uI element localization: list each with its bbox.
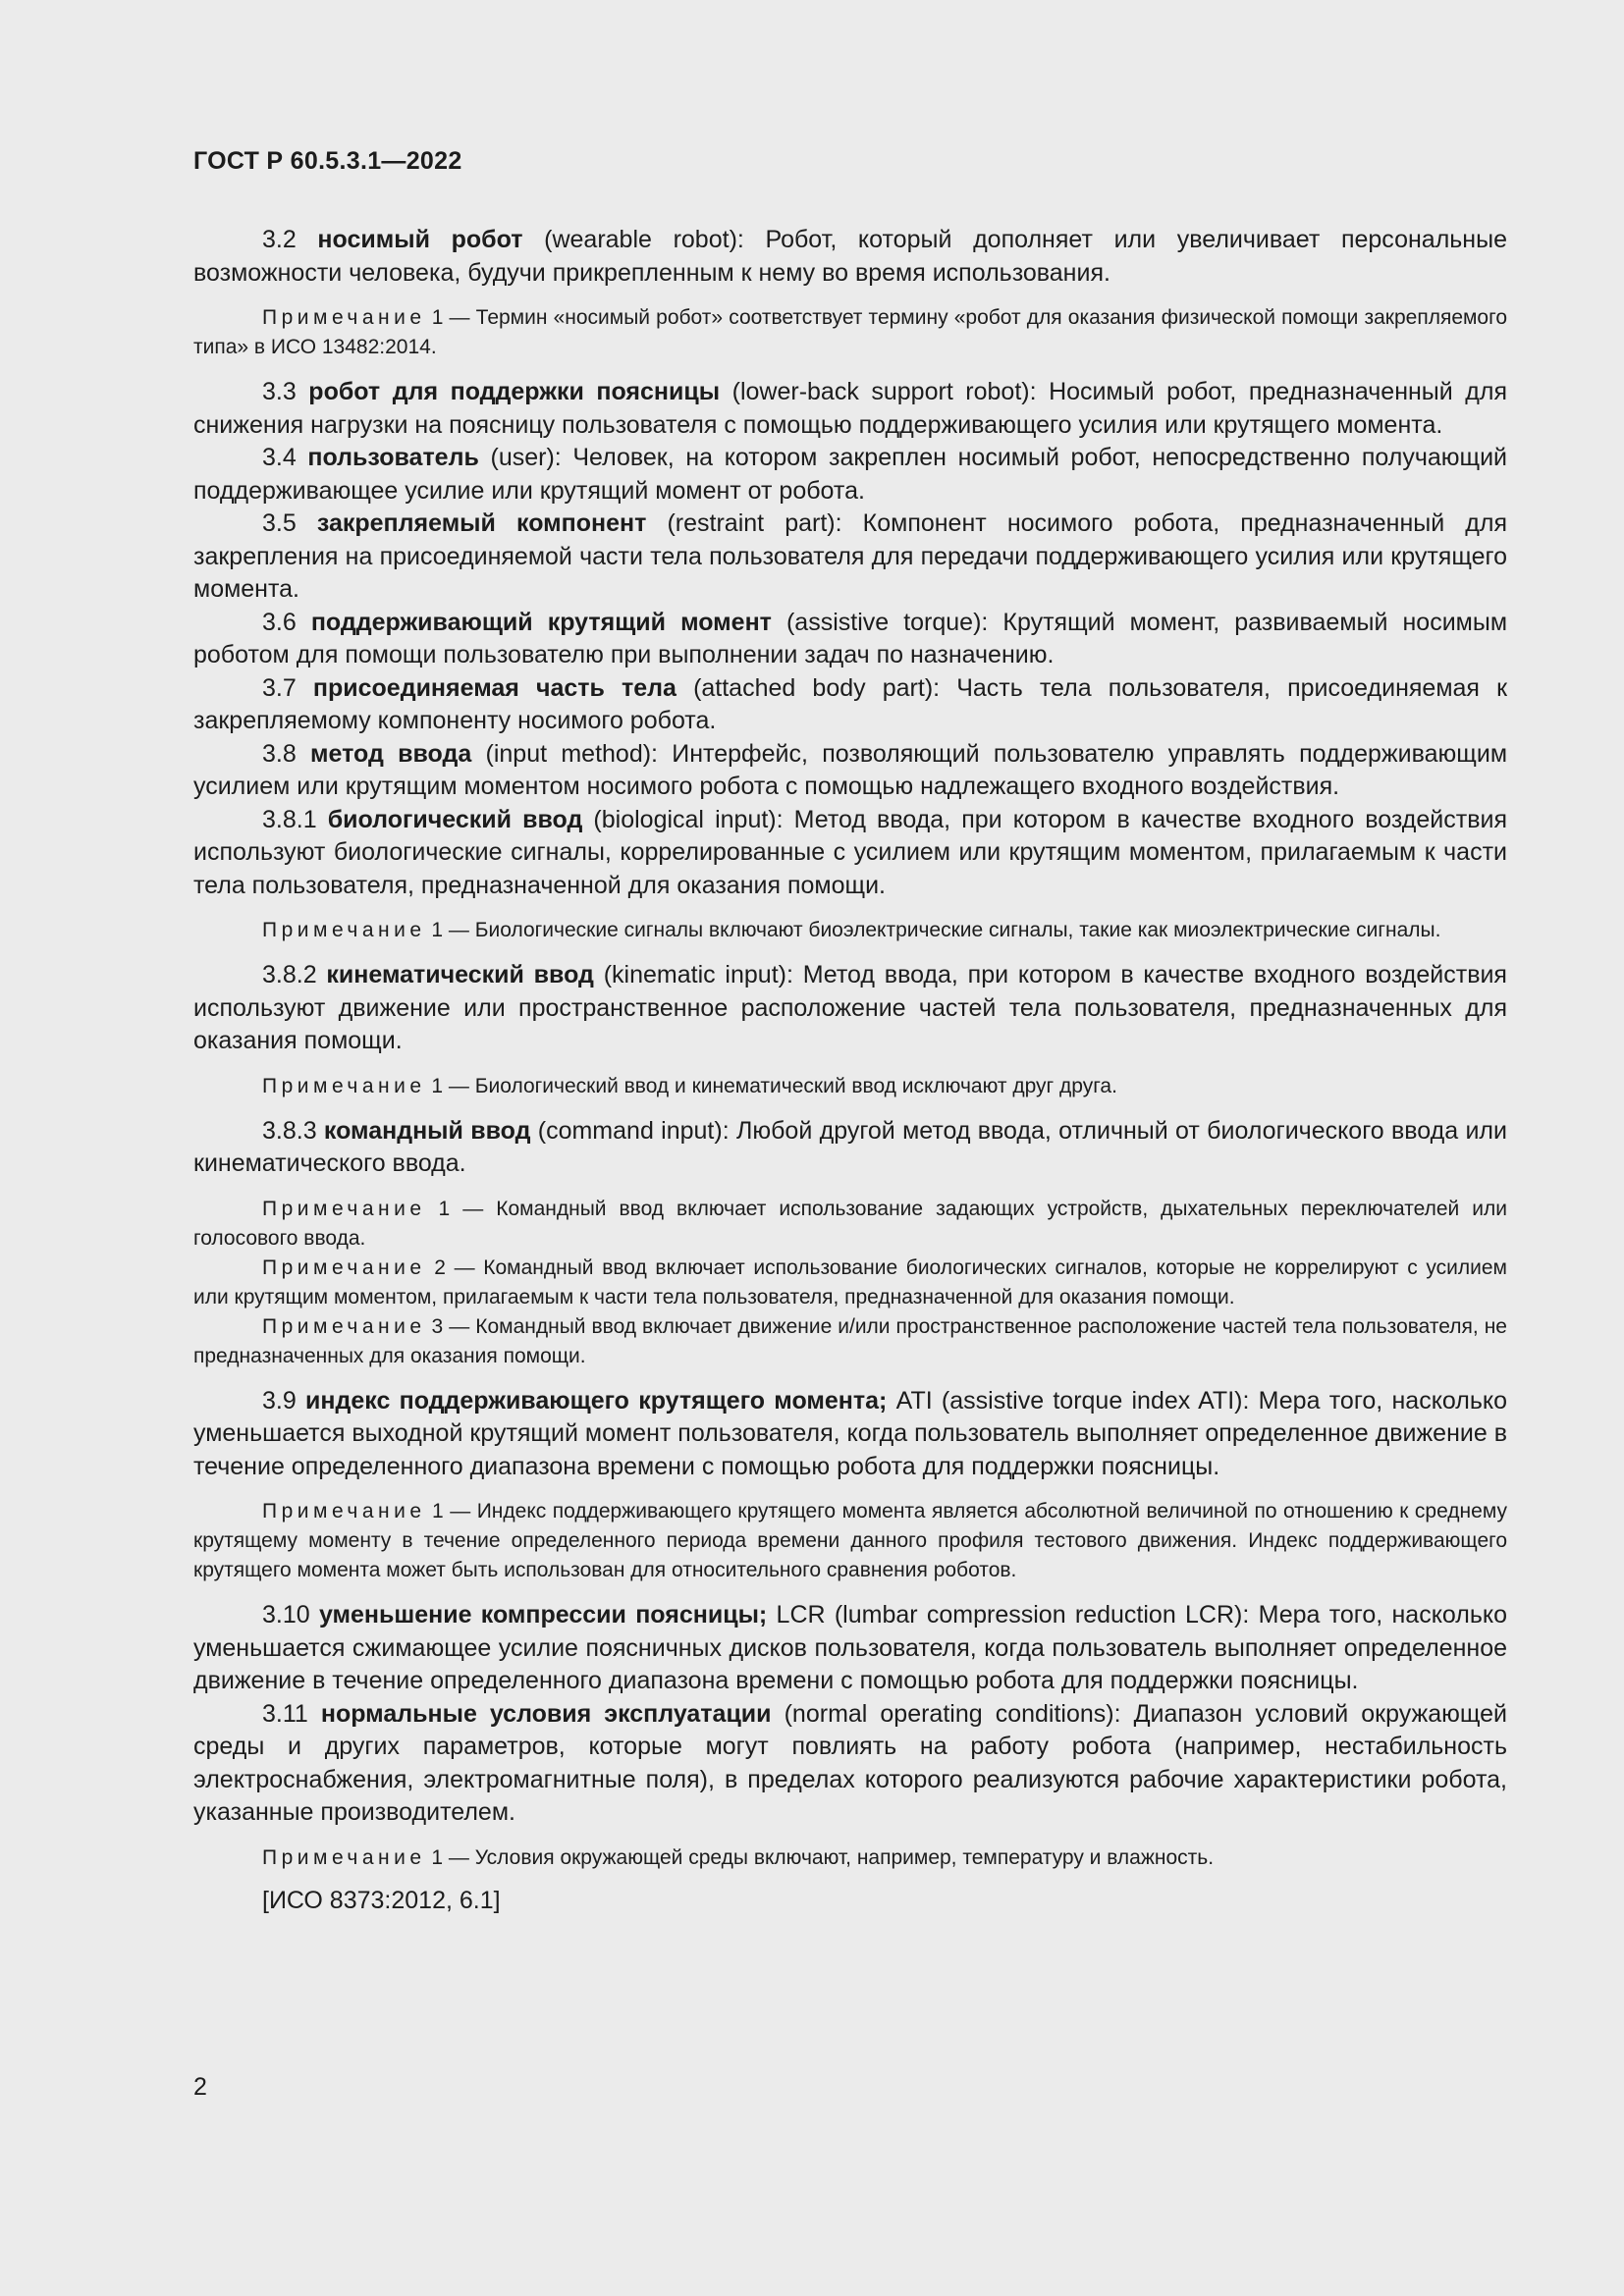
note-3-8-3-1: Примечание 1 — Командный ввод включает использование задающих устройств, дыхательных переключателей или голосового ввода. <box>193 1197 1507 1250</box>
document-body <box>193 224 1507 1917</box>
term-3-8-1: 3.8.1 биологический ввод (biological input): Метод ввода, при котором в качестве входного воздействия используют биологические сигналы, коррелированные с усилием или крутящим моментом, прилагаемым к части тела пользователя, предназначенной для оказания помощи. <box>193 805 1507 899</box>
term-3-7: 3.7 присоединяемая часть тела (attached body part): Часть тела пользователя, присоединяемая к закрепляемому компоненту носимого робота. <box>193 673 1508 734</box>
note-3-9: Примечание 1 — Индекс поддерживающего крутящего момента является абсолютной величиной по отношению к среднему крутящему моменту в течение определенного периода времени данного профиля тестового движения. Индекс поддерживающего крутящего момента может быть использован для относительного сравнения роботов. <box>193 1500 1507 1581</box>
note-3-8-2: Примечание 1 — Биологический ввод и кинематический ввод исключают друг друга. <box>262 1074 1117 1097</box>
term-3-5: 3.5 закрепляемый компонент (restraint part): Компонент носимого робота, предназначенный для закрепления на присоединяемой части тела пользователя для передачи поддерживающего усилия или крутящего момента. <box>193 509 1508 603</box>
term-3-4: 3.4 пользователь (user): Человек, на котором закреплен носимый робот, непосредственно получающий поддерживающее усилие или крутящий момент от робота. <box>193 444 1508 505</box>
note-3-8-1: Примечание 1 — Биологические сигналы включают биоэлектрические сигналы, такие как миоэлектрические сигналы. <box>262 919 1441 941</box>
note-3-2: Примечание 1 — Термин «носимый робот» соответствует термину «робот для оказания физической помощи закрепляемого типа» в ИСО 13482:2014. <box>193 306 1507 358</box>
term-3-6: 3.6 поддерживающий крутящий момент (assistive torque): Крутящий момент, развиваемый носимым роботом для помощи пользователю при выполнении задач по назначению. <box>193 608 1508 668</box>
term-3-8-3: 3.8.3 командный ввод (command input): Любой другой метод ввода, отличный от биологического ввода или кинематического ввода. <box>193 1116 1507 1177</box>
term-3-8: 3.8 метод ввода (input method): Интерфейс, позволяющий пользователю управлять поддерживающим усилием или крутящим моментом носимого робота с помощью надлежащего входного воздействия. <box>193 739 1508 800</box>
note-3-8-3-2: Примечание 2 — Командный ввод включает использование биологических сигналов, которые не коррелируют с усилием или крутящим моментом, прилагаемым к части тела пользователя, предназначенной для оказания помощи. <box>193 1255 1507 1308</box>
term-3-8-2: 3.8.2 кинематический ввод (kinematic input): Метод ввода, при котором в качестве входного воздействия используют движение или пространственное расположение частей тела пользователя, предназначенных для оказания помощи. <box>193 961 1507 1054</box>
term-3-10: 3.10 уменьшение компрессии поясницы; LCR (lumbar compression reduction LCR): Мера того, насколько уменьшается сжимающее усилие поясничных дисков пользователя, когда пользователь выполняет определенное движение в течение определенного диапазона времени с помощью робота для поддержки поясницы. <box>193 1601 1507 1694</box>
document-code-header: ГОСТ Р 60.5.3.1—2022 <box>193 147 462 175</box>
term-3-2: 3.2 носимый робот (wearable robot): Робот, который дополняет или увеличивает персональные возможности человека, будучи прикрепленным к нему во время использования. <box>193 226 1507 287</box>
term-3-9: 3.9 индекс поддерживающего крутящего момента; ATI (assistive torque index ATI): Мера того, насколько уменьшается выходной крутящий момент пользователя, когда пользователь выполняет определенное движение в течение определенного диапазона времени с помощью робота для поддержки поясницы. <box>193 1386 1507 1480</box>
term-3-3: 3.3 робот для поддержки поясницы (lower-back support robot): Носимый робот, предназначенный для снижения нагрузки на поясницу пользователя с помощью поддерживающего усилия или крутящего момента. <box>193 378 1507 439</box>
note-3-11: Примечание 1 — Условия окружающей среды включают, например, температуру и влажность. <box>262 1845 1215 1869</box>
source-reference: [ИСО 8373:2012, 6.1] <box>262 1886 501 1914</box>
term-3-11: 3.11 нормальные условия эксплуатации (normal operating conditions): Диапазон условий окружающей среды и других параметров, которые могут повлиять на работу робота (например, нестабильность электроснабжения, электромагнитные поля), в пределах которого реализуются рабочие характеристики робота, указанные производителем. <box>193 1699 1508 1826</box>
note-3-8-3-3: Примечание 3 — Командный ввод включает движение и/или пространственное расположение частей тела пользователя, не предназначенных для оказания помощи. <box>193 1314 1507 1367</box>
page-number: 2 <box>193 2073 207 2101</box>
